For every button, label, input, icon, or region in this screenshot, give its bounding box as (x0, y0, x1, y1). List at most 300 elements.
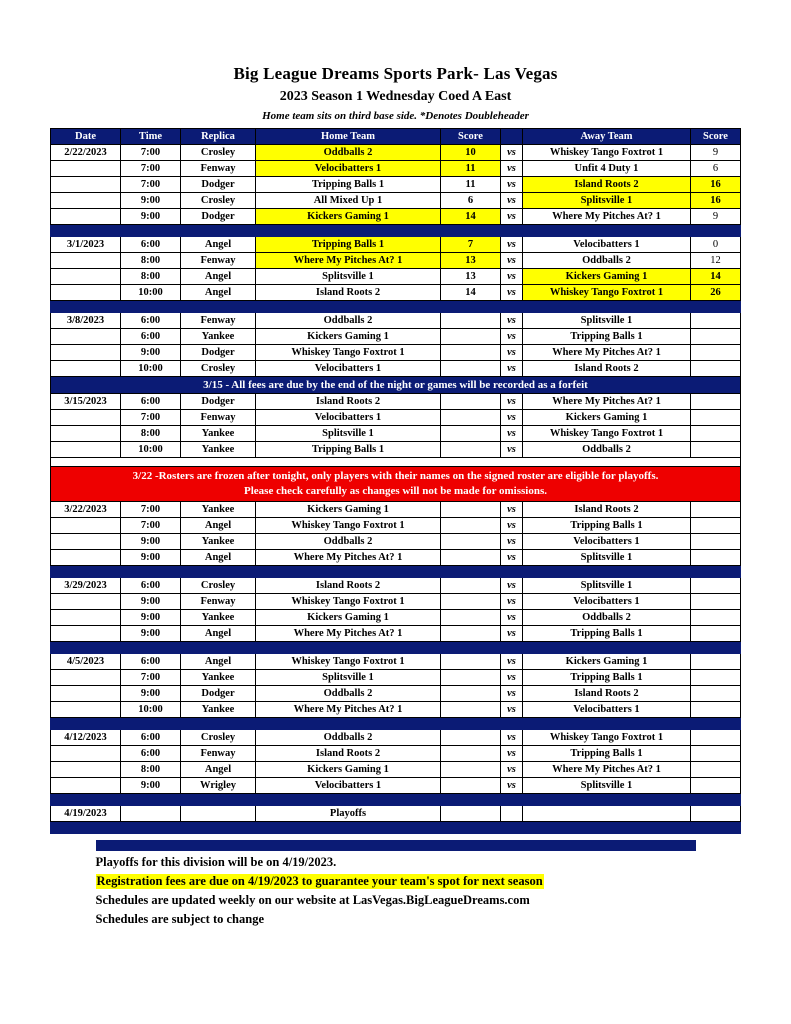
cell-away-score (691, 345, 741, 361)
cell-home-score: 14 (441, 209, 501, 225)
cell-date (51, 702, 121, 718)
cell-away-team: Oddballs 2 (523, 253, 691, 269)
cell-time: 10:00 (121, 285, 181, 301)
cell-vs: vs (501, 209, 523, 225)
cell-away-score (691, 686, 741, 702)
cell-home-score (441, 702, 501, 718)
cell-vs: vs (501, 702, 523, 718)
cell-away-score (691, 329, 741, 345)
cell-date (51, 285, 121, 301)
cell-away-team: Unfit 4 Duty 1 (523, 161, 691, 177)
cell-home-score (441, 626, 501, 642)
cell-home-score (441, 329, 501, 345)
table-row (51, 345, 741, 361)
cell-away-team: Oddballs 2 (523, 610, 691, 626)
cell-replica: Yankee (181, 502, 256, 518)
cell-home-team: Kickers Gaming 1 (256, 762, 441, 778)
cell-time: 7:00 (121, 177, 181, 193)
cell-away-score (691, 670, 741, 686)
table-row (51, 778, 741, 794)
cell-replica: Crosley (181, 193, 256, 209)
schedule-table (50, 128, 741, 834)
table-row (51, 762, 741, 778)
cell-away-score (691, 746, 741, 762)
cell-home-team: Tripping Balls 1 (256, 177, 441, 193)
cell-time: 9:00 (121, 686, 181, 702)
cell-home-score: 10 (441, 145, 501, 161)
cell-home-score (441, 578, 501, 594)
cell-vs: vs (501, 426, 523, 442)
cell-away-team: Where My Pitches At? 1 (523, 394, 691, 410)
cell-away-team (523, 806, 691, 822)
cell-home-score: 13 (441, 269, 501, 285)
cell-home-score (441, 746, 501, 762)
cell-replica: Crosley (181, 145, 256, 161)
cell-vs: vs (501, 177, 523, 193)
page-title: Big League Dreams Sports Park- Las Vegas (233, 64, 558, 83)
cell-home-team: Velocibatters 1 (256, 410, 441, 426)
cell-vs: vs (501, 394, 523, 410)
table-row (51, 550, 741, 566)
cell-away-score: 26 (691, 285, 741, 301)
cell-date (51, 442, 121, 458)
cell-time: 10:00 (121, 442, 181, 458)
cell-away-score: 16 (691, 193, 741, 209)
cell-date (51, 193, 121, 209)
cell-date: 3/1/2023 (51, 237, 121, 253)
cell-home-score (441, 534, 501, 550)
section-divider-row (51, 718, 741, 730)
cell-home-score (441, 313, 501, 329)
cell-home-team: Whiskey Tango Foxtrot 1 (256, 345, 441, 361)
cell-replica: Fenway (181, 313, 256, 329)
table-row (51, 145, 741, 161)
section-divider-cell (51, 301, 741, 313)
cell-away-team: Tripping Balls 1 (523, 329, 691, 345)
cell-home-team: Where My Pitches At? 1 (256, 626, 441, 642)
cell-date (51, 762, 121, 778)
cell-home-score (441, 442, 501, 458)
cell-home-team: Kickers Gaming 1 (256, 610, 441, 626)
cell-away-team: Tripping Balls 1 (523, 746, 691, 762)
cell-home-team: Tripping Balls 1 (256, 237, 441, 253)
cell-away-team: Kickers Gaming 1 (523, 269, 691, 285)
cell-home-team: Kickers Gaming 1 (256, 329, 441, 345)
cell-vs: vs (501, 285, 523, 301)
cell-away-score: 14 (691, 269, 741, 285)
cell-vs: vs (501, 442, 523, 458)
table-row (51, 361, 741, 377)
table-row (51, 329, 741, 345)
column-header-replica: Replica (181, 129, 256, 145)
table-row (51, 578, 741, 594)
cell-away-team: Where My Pitches At? 1 (523, 762, 691, 778)
cell-home-score (441, 654, 501, 670)
cell-vs: vs (501, 534, 523, 550)
section-divider-row (51, 794, 741, 806)
cell-away-team: Oddballs 2 (523, 442, 691, 458)
cell-home-score: 6 (441, 193, 501, 209)
cell-home-score: 7 (441, 237, 501, 253)
cell-date: 3/29/2023 (51, 578, 121, 594)
cell-away-score: 9 (691, 209, 741, 225)
cell-date (51, 329, 121, 345)
table-row (51, 654, 741, 670)
cell-away-team: Whiskey Tango Foxtrot 1 (523, 145, 691, 161)
cell-vs: vs (501, 670, 523, 686)
cell-away-score (691, 806, 741, 822)
cell-time: 9:00 (121, 594, 181, 610)
cell-vs: vs (501, 762, 523, 778)
cell-replica (181, 806, 256, 822)
cell-home-team: Oddballs 2 (256, 534, 441, 550)
cell-home-team: Oddballs 2 (256, 145, 441, 161)
section-divider-cell (51, 794, 741, 806)
cell-replica: Dodger (181, 394, 256, 410)
cell-home-team: Velocibatters 1 (256, 778, 441, 794)
cell-date: 3/15/2023 (51, 394, 121, 410)
table-row (51, 193, 741, 209)
cell-replica: Angel (181, 285, 256, 301)
cell-home-score: 11 (441, 161, 501, 177)
cell-home-score (441, 426, 501, 442)
cell-replica: Yankee (181, 702, 256, 718)
roster-freeze-banner-text: 3/22 -Rosters are frozen after tonight, only players with their names on the signed roster are eligible for playoffs. Please check carefully as changes will not be made for omissions. (51, 467, 741, 502)
cell-vs: vs (501, 610, 523, 626)
table-row (51, 730, 741, 746)
cell-vs: vs (501, 578, 523, 594)
cell-home-score (441, 686, 501, 702)
cell-time: 9:00 (121, 193, 181, 209)
cell-home-score (441, 394, 501, 410)
cell-away-score: 0 (691, 237, 741, 253)
cell-home-team: Splitsville 1 (256, 670, 441, 686)
cell-time: 6:00 (121, 329, 181, 345)
cell-away-score (691, 578, 741, 594)
cell-vs: vs (501, 502, 523, 518)
cell-away-score: 6 (691, 161, 741, 177)
cell-home-score (441, 502, 501, 518)
section-divider-row (51, 225, 741, 237)
table-row (51, 177, 741, 193)
cell-home-team: Splitsville 1 (256, 426, 441, 442)
cell-away-team: Kickers Gaming 1 (523, 410, 691, 426)
cell-vs: vs (501, 730, 523, 746)
cell-replica: Dodger (181, 177, 256, 193)
cell-date (51, 534, 121, 550)
cell-vs (501, 806, 523, 822)
cell-home-team: Tripping Balls 1 (256, 442, 441, 458)
cell-date (51, 778, 121, 794)
cell-replica: Crosley (181, 361, 256, 377)
cell-replica: Fenway (181, 746, 256, 762)
cell-away-score (691, 442, 741, 458)
bottom-divider-bar (96, 840, 696, 851)
cell-away-team: Island Roots 2 (523, 177, 691, 193)
cell-time (121, 806, 181, 822)
cell-time: 6:00 (121, 578, 181, 594)
cell-replica: Yankee (181, 610, 256, 626)
cell-away-score (691, 410, 741, 426)
cell-replica: Dodger (181, 209, 256, 225)
table-row (51, 594, 741, 610)
footer-line-registration: Registration fees are due on 4/19/2023 to guarantee your team's spot for next season (96, 874, 543, 888)
table-row (51, 502, 741, 518)
cell-home-score (441, 730, 501, 746)
roster-freeze-banner-row (51, 467, 741, 502)
cell-vs: vs (501, 329, 523, 345)
cell-home-score (441, 778, 501, 794)
cell-vs: vs (501, 193, 523, 209)
cell-replica: Wrigley (181, 778, 256, 794)
cell-replica: Fenway (181, 594, 256, 610)
table-row (51, 253, 741, 269)
cell-time: 6:00 (121, 313, 181, 329)
table-row (51, 285, 741, 301)
cell-time: 7:00 (121, 410, 181, 426)
cell-home-team: Island Roots 2 (256, 746, 441, 762)
cell-time: 9:00 (121, 778, 181, 794)
cell-vs: vs (501, 746, 523, 762)
cell-home-team: Oddballs 2 (256, 730, 441, 746)
cell-time: 9:00 (121, 610, 181, 626)
cell-vs: vs (501, 778, 523, 794)
column-header-away-team: Away Team (523, 129, 691, 145)
cell-home-team: Playoffs (256, 806, 441, 822)
cell-home-team: Whiskey Tango Foxtrot 1 (256, 518, 441, 534)
cell-home-score (441, 762, 501, 778)
cell-time: 10:00 (121, 702, 181, 718)
table-row (51, 313, 741, 329)
cell-away-score (691, 550, 741, 566)
cell-time: 7:00 (121, 670, 181, 686)
cell-replica: Yankee (181, 329, 256, 345)
cell-vs: vs (501, 361, 523, 377)
cell-replica: Angel (181, 626, 256, 642)
cell-date (51, 269, 121, 285)
cell-time: 10:00 (121, 361, 181, 377)
section-divider-row (51, 822, 741, 834)
cell-away-score (691, 502, 741, 518)
cell-home-score (441, 518, 501, 534)
cell-replica: Fenway (181, 161, 256, 177)
cell-date (51, 670, 121, 686)
cell-away-score (691, 518, 741, 534)
cell-home-team: Kickers Gaming 1 (256, 209, 441, 225)
column-header-home-team: Home Team (256, 129, 441, 145)
page-subtitle: 2023 Season 1 Wednesday Coed A East (279, 89, 512, 104)
cell-replica: Angel (181, 550, 256, 566)
cell-date (51, 610, 121, 626)
cell-replica: Dodger (181, 686, 256, 702)
cell-away-team: Island Roots 2 (523, 502, 691, 518)
cell-time: 9:00 (121, 550, 181, 566)
cell-away-team: Tripping Balls 1 (523, 518, 691, 534)
table-row (51, 534, 741, 550)
footer-line-playoffs: Playoffs for this division will be on 4/19/2023. (95, 855, 337, 869)
notice-banner-text: 3/15 - All fees are due by the end of the night or games will be recorded as a forfeit (51, 377, 741, 394)
cell-vs: vs (501, 518, 523, 534)
cell-time: 9:00 (121, 345, 181, 361)
table-row (51, 209, 741, 225)
table-row (51, 670, 741, 686)
section-divider-cell (51, 642, 741, 654)
section-divider-cell (51, 566, 741, 578)
cell-time: 6:00 (121, 654, 181, 670)
column-header-away-score: Score (691, 129, 741, 145)
cell-away-team: Velocibatters 1 (523, 594, 691, 610)
cell-home-team: Velocibatters 1 (256, 161, 441, 177)
cell-away-team: Island Roots 2 (523, 361, 691, 377)
cell-away-team: Velocibatters 1 (523, 534, 691, 550)
cell-away-team: Where My Pitches At? 1 (523, 209, 691, 225)
cell-vs: vs (501, 161, 523, 177)
cell-date (51, 426, 121, 442)
table-header-row (51, 129, 741, 145)
cell-away-score (691, 654, 741, 670)
cell-home-team: Oddballs 2 (256, 686, 441, 702)
table-row (51, 702, 741, 718)
cell-home-score: 13 (441, 253, 501, 269)
cell-away-score: 16 (691, 177, 741, 193)
cell-time: 7:00 (121, 502, 181, 518)
cell-away-score (691, 762, 741, 778)
table-row (51, 161, 741, 177)
cell-away-team: Tripping Balls 1 (523, 670, 691, 686)
table-row (51, 394, 741, 410)
cell-date (51, 177, 121, 193)
cell-home-score: 14 (441, 285, 501, 301)
table-row (51, 518, 741, 534)
footer-line-website: Schedules are updated weekly on our website at LasVegas.BigLeagueDreams.com (95, 893, 530, 907)
playoffs-row (51, 806, 741, 822)
section-divider-row (51, 301, 741, 313)
cell-time: 8:00 (121, 253, 181, 269)
cell-date: 3/8/2023 (51, 313, 121, 329)
section-divider-cell (51, 225, 741, 237)
table-row (51, 442, 741, 458)
table-row (51, 610, 741, 626)
cell-away-team: Velocibatters 1 (523, 702, 691, 718)
cell-vs: vs (501, 145, 523, 161)
cell-home-score (441, 361, 501, 377)
cell-away-team: Splitsville 1 (523, 550, 691, 566)
cell-home-team: Splitsville 1 (256, 269, 441, 285)
cell-replica: Yankee (181, 442, 256, 458)
cell-date (51, 410, 121, 426)
document-header (0, 0, 791, 122)
header-note: Home team sits on third base side. *Denotes Doubleheader (262, 110, 529, 122)
cell-away-score: 9 (691, 145, 741, 161)
blank-row (51, 458, 741, 467)
cell-date (51, 550, 121, 566)
cell-replica: Angel (181, 654, 256, 670)
cell-vs: vs (501, 594, 523, 610)
cell-away-team: Splitsville 1 (523, 193, 691, 209)
cell-date (51, 253, 121, 269)
cell-date: 4/12/2023 (51, 730, 121, 746)
cell-vs: vs (501, 626, 523, 642)
cell-replica: Angel (181, 269, 256, 285)
cell-time: 7:00 (121, 161, 181, 177)
cell-replica: Crosley (181, 730, 256, 746)
cell-date (51, 626, 121, 642)
cell-date (51, 345, 121, 361)
cell-home-score (441, 806, 501, 822)
cell-away-score (691, 730, 741, 746)
table-row (51, 237, 741, 253)
cell-away-team: Whiskey Tango Foxtrot 1 (523, 426, 691, 442)
table-row (51, 426, 741, 442)
cell-time: 6:00 (121, 394, 181, 410)
cell-home-team: Oddballs 2 (256, 313, 441, 329)
cell-date (51, 594, 121, 610)
cell-vs: vs (501, 313, 523, 329)
cell-time: 8:00 (121, 426, 181, 442)
cell-home-score: 11 (441, 177, 501, 193)
cell-date: 4/19/2023 (51, 806, 121, 822)
table-row (51, 746, 741, 762)
cell-home-score (441, 610, 501, 626)
cell-away-team: Splitsville 1 (523, 778, 691, 794)
notice-banner-row (51, 377, 741, 394)
cell-away-team: Island Roots 2 (523, 686, 691, 702)
cell-home-team: Whiskey Tango Foxtrot 1 (256, 654, 441, 670)
cell-away-score (691, 534, 741, 550)
cell-time: 8:00 (121, 269, 181, 285)
cell-away-score (691, 626, 741, 642)
cell-away-team: Velocibatters 1 (523, 237, 691, 253)
cell-home-score (441, 550, 501, 566)
cell-home-team: Whiskey Tango Foxtrot 1 (256, 594, 441, 610)
cell-away-score: 12 (691, 253, 741, 269)
cell-away-team: Kickers Gaming 1 (523, 654, 691, 670)
cell-vs: vs (501, 345, 523, 361)
cell-replica: Yankee (181, 426, 256, 442)
column-header-date: Date (51, 129, 121, 145)
cell-date: 3/22/2023 (51, 502, 121, 518)
cell-away-score (691, 610, 741, 626)
cell-replica: Dodger (181, 345, 256, 361)
cell-away-score (691, 394, 741, 410)
cell-away-score (691, 778, 741, 794)
table-row (51, 269, 741, 285)
cell-time: 6:00 (121, 237, 181, 253)
cell-home-team: Where My Pitches At? 1 (256, 550, 441, 566)
cell-home-score (441, 410, 501, 426)
cell-away-team: Tripping Balls 1 (523, 626, 691, 642)
cell-time: 9:00 (121, 626, 181, 642)
cell-replica: Yankee (181, 534, 256, 550)
cell-home-team: Island Roots 2 (256, 578, 441, 594)
cell-vs: vs (501, 237, 523, 253)
cell-vs: vs (501, 654, 523, 670)
cell-away-team: Whiskey Tango Foxtrot 1 (523, 285, 691, 301)
cell-home-score (441, 670, 501, 686)
cell-date: 4/5/2023 (51, 654, 121, 670)
section-divider-cell (51, 822, 741, 834)
cell-away-team: Where My Pitches At? 1 (523, 345, 691, 361)
footer-notes (96, 855, 696, 927)
cell-time: 9:00 (121, 209, 181, 225)
cell-replica: Angel (181, 518, 256, 534)
cell-date (51, 361, 121, 377)
cell-time: 7:00 (121, 145, 181, 161)
blank-cell (51, 458, 741, 467)
column-header-vs (501, 129, 523, 145)
cell-replica: Fenway (181, 410, 256, 426)
cell-away-score (691, 594, 741, 610)
